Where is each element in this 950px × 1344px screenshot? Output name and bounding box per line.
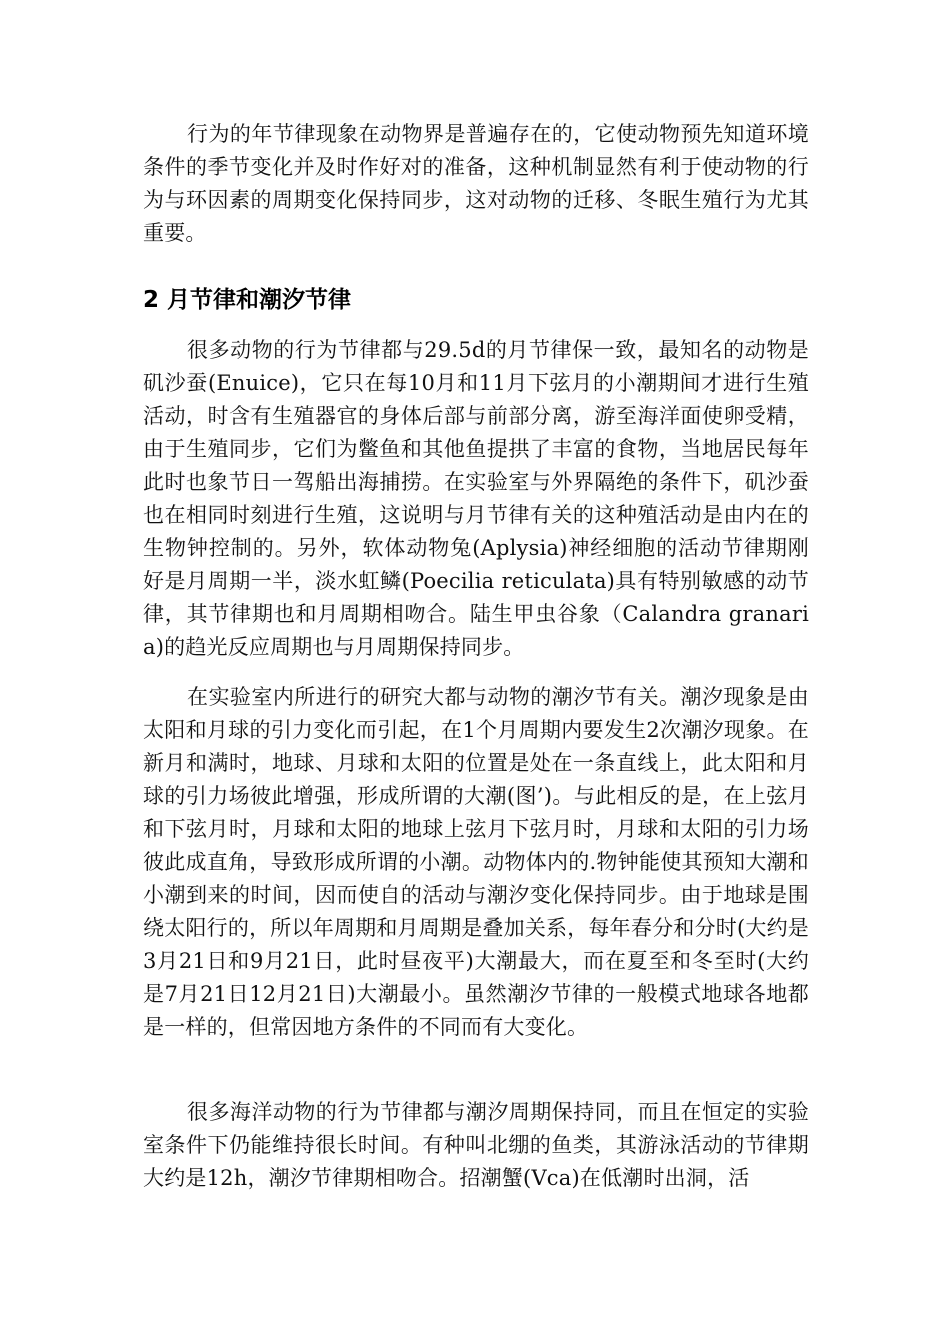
paragraph-lunar-rhythm: 很多动物的行为节律都与29.5d的月节律保一致，最知名的动物是矶沙蚕(Enuice)，它只在每10月和11月下弦月的小潮期间才进行生殖活动，时含有生殖器官的身体后部与前部分离，游至海洋面使卵受精，由于生殖同步，它们为鳖鱼和其他鱼提拱了丰富的食物，当地居民每年此时也象节日一驾船出海捕捞。在实验室与外界隔绝的条件下，矶沙蚕也在相同时刻进行生殖，这说明与月节律有关的这种殖活动是由内在的生物钟控制的。另外，软体动物兔(Aplysia)神经细胞的活动节律期刚好是月周期一半，淡水虹鳞(Poecilia reticulata)具有特别敏感的动节律，其节律期也和月周期相吻合。陆生甲虫谷象（Calandra granaria)的趋光反应周期也与月周期保持同步。	[143, 338, 809, 659]
paragraph-annual-rhythm: 行为的年节律现象在动物界是普遍存在的，它使动物预先知道环境条件的季节变化并及时作好对的准备，这种机制显然有利于使动物的行为与环因素的周期变化保持同步，这对动物的迁移、冬眠生殖行为尤其重要。	[143, 122, 809, 245]
section-heading: 2 月节律和潮汐节律	[143, 287, 352, 313]
paragraph-tidal-phenomenon: 在实验室内所进行的研究大都与动物的潮汐节有关。潮汐现象是由太阳和月球的引力变化而引起，在1个月周期内要发生2次潮汐现象。在新月和满时，地球、月球和太阳的位置是处在一条直线上，此太阳和月球的引力场彼此增强，形成所谓的大潮(图’)。与此相反的是，在上弦月和下弦月时，月球和太阳的地球上弦月下弦月时，月球和太阳的引力场彼此成直角，导致形成所谓的小潮。动物体内的.物钟能使其预知大潮和小潮到来的时间，因而使自的活动与潮汐变化保持同步。由于地球是围绕太阳行的，所以年周期和月周期是叠加关系，每年春分和分时(大约是3月21日和9月21日，此时昼夜平)大潮最大，而在夏至和冬至时(大约是7月21日12月21日)大潮最小。虽然潮汐节律的一般模式地球各地都是一样的，但常因地方条件的不同而有大变化。	[143, 685, 809, 1039]
paragraph-marine-animals: 很多海洋动物的行为节律都与潮汐周期保持同，而且在恒定的实验室条件下仍能维持很长时间。有种叫北绷的鱼类，其游泳活动的节律期大约是12h，潮汐节律期相吻合。招潮蟹(Vca)在低潮时出洞，活	[143, 1100, 809, 1190]
